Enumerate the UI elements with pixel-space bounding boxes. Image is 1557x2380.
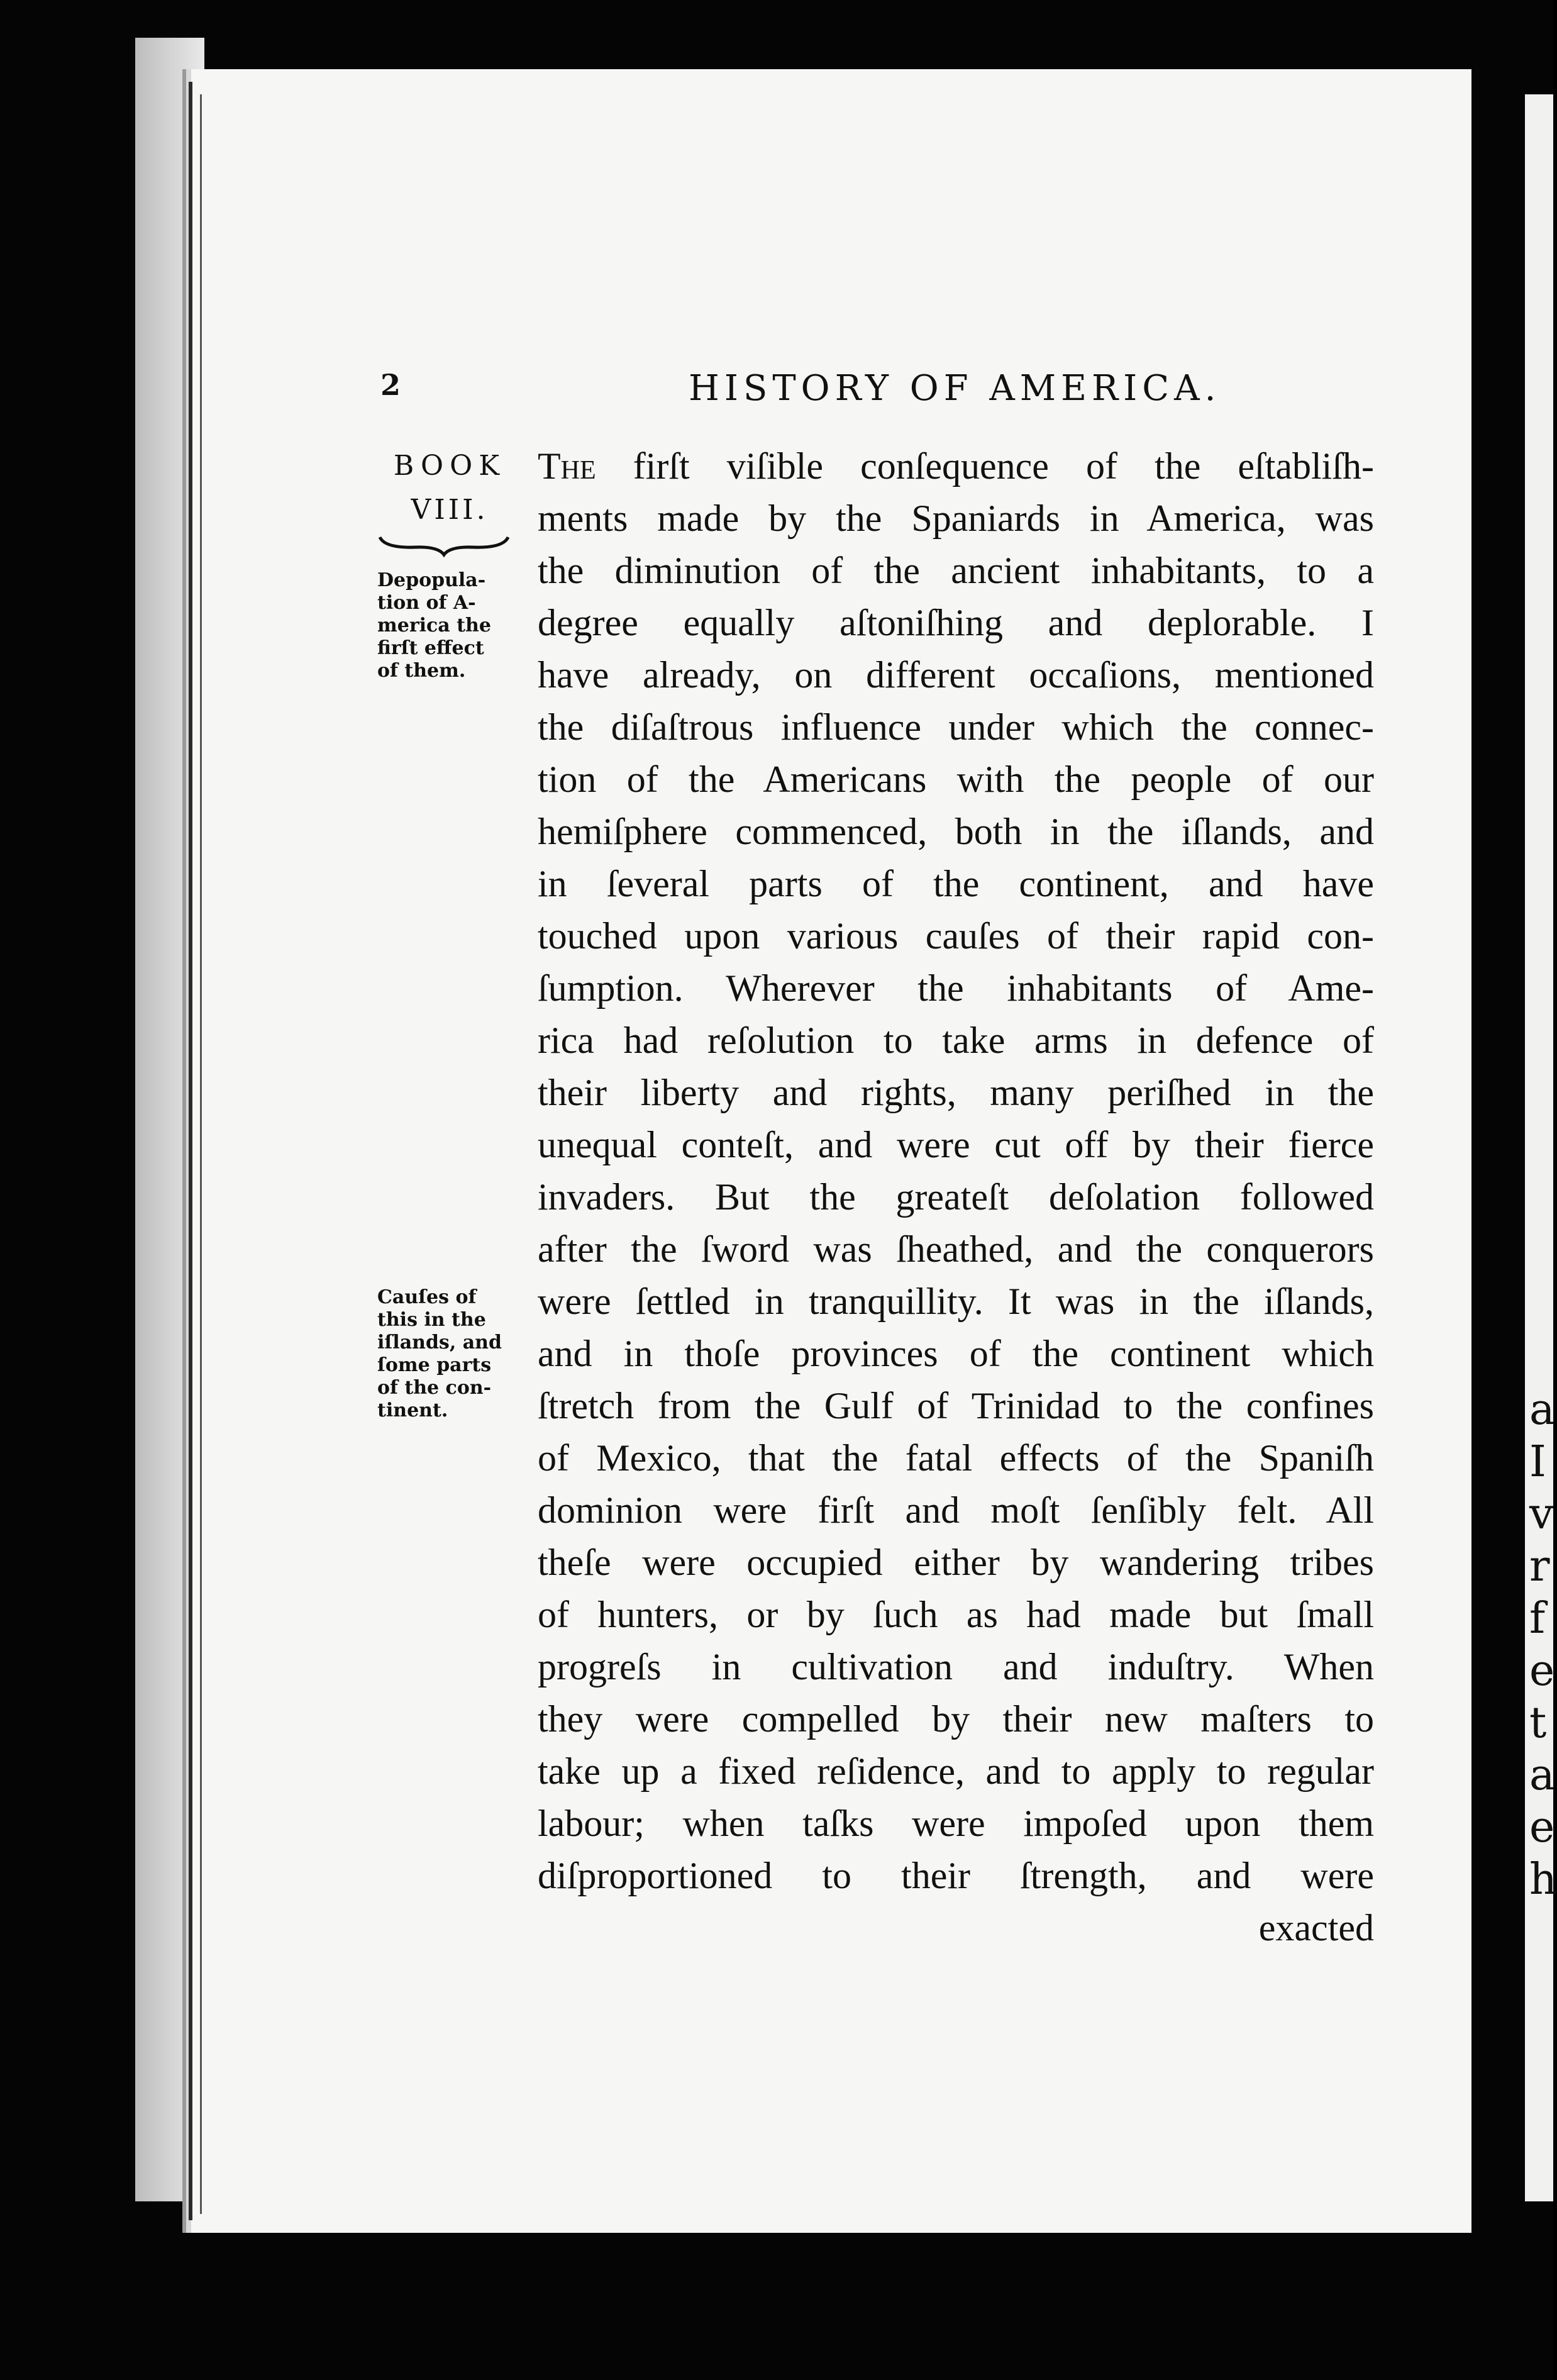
body-line: tion of the Americans with the people of our — [538, 759, 1374, 800]
body-line: the diſaſtrous influence under which the connec- — [538, 706, 1374, 748]
body-line: ſtretch from the Gulf of Trinidad to the confines — [538, 1385, 1374, 1426]
body-line: unequal conteſt, and were cut off by their fierce — [538, 1124, 1374, 1165]
body-line: dominion were firſt and moſt ſenſibly felt. All — [538, 1489, 1374, 1531]
body-line: degree equally aſtoniſhing and deplorable. I — [538, 602, 1374, 643]
running-head — [380, 368, 1380, 418]
body-line: of hunters, or by ſuch as had made but ſmall — [538, 1594, 1374, 1635]
margin-note-causes: Cauſes of this in the iſlands, and ſome parts of the con- tinent. — [377, 1286, 502, 1421]
next-page-fragment: a I v r f e t a e h — [1529, 1385, 1557, 1905]
body-line: they were compelled by their new maſters to — [538, 1698, 1374, 1740]
body-line: labour; when taſks were impoſed upon them — [538, 1803, 1374, 1844]
body-line: were ſettled in tranquillity. It was in the iſlands, — [538, 1281, 1374, 1322]
body-line: diſproportioned to their ſtrength, and were — [538, 1855, 1374, 1896]
binding-line — [189, 82, 192, 2220]
body-line: progreſs in cultivation and induſtry. When — [538, 1646, 1374, 1688]
binding-line-inner — [200, 94, 202, 2214]
page-number: 2 — [380, 368, 401, 402]
running-title: HISTORY OF AMERICA. — [689, 368, 1221, 409]
body-line: after the ſword was ſheathed, and the conquerors — [538, 1228, 1374, 1270]
body-line: of Mexico, that the fatal effects of the Spaniſh — [538, 1437, 1374, 1479]
body-line: invaders. But the greateſt deſolation followed — [538, 1176, 1374, 1218]
body-line: take up a fixed reſidence, and to apply to regular — [538, 1750, 1374, 1792]
book-label: BOOK — [393, 450, 506, 482]
book-number: VIII. — [411, 494, 489, 526]
body-line: their liberty and rights, many periſhed in the — [538, 1072, 1374, 1113]
body-line: rica had reſolution to take arms in defence of — [538, 1020, 1374, 1061]
body-line: have already, on different occaſions, mentioned — [538, 654, 1374, 696]
body-line: The firſt viſible conſequence of the eſtabliſh- — [538, 445, 1374, 487]
brace-ornament — [379, 535, 509, 557]
body-line: theſe were occupied either by wandering tribes — [538, 1542, 1374, 1583]
body-line: ſumption. Wherever the inhabitants of Ame- — [538, 967, 1374, 1009]
body-text — [538, 440, 1374, 1954]
margin-note-depopulation: Depopula- tion of A- merica the firſt effect of them. — [377, 569, 491, 682]
body-line: touched upon various cauſes of their rapid con- — [538, 915, 1374, 957]
body-line: hemiſphere commenced, both in the iſlands, and — [538, 811, 1374, 852]
body-line: exacted — [1258, 1907, 1374, 1949]
body-line: the diminution of the ancient inhabitants, to a — [538, 550, 1374, 591]
body-line: in ſeveral parts of the continent, and have — [538, 863, 1374, 904]
body-line: and in thoſe provinces of the continent which — [538, 1333, 1374, 1374]
body-line: ments made by the Spaniards in America, was — [538, 498, 1374, 539]
